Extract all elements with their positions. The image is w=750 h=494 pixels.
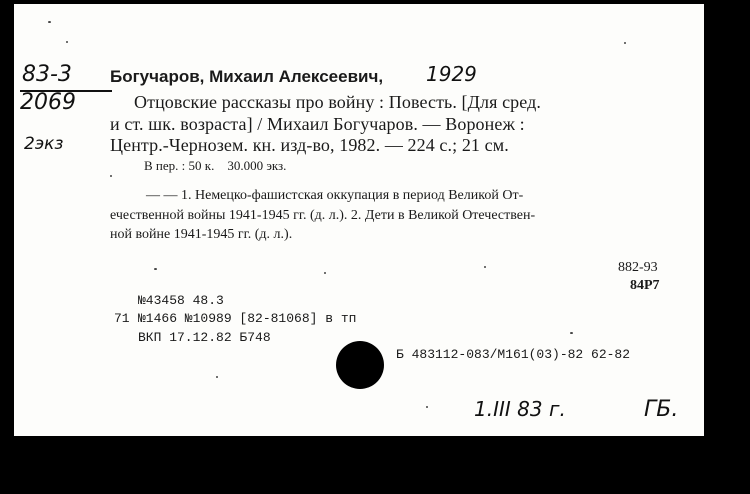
price-line: В пер. : 50 к. 30.000 экз. — [144, 158, 287, 173]
publisher-code: Б 483112-083/М161(03)-82 62-82 — [396, 347, 631, 362]
birth-year-handwritten: 1929 — [426, 62, 477, 86]
scan-speck — [216, 376, 218, 378]
scan-speck — [570, 332, 573, 334]
handwritten-date: 1.III 83 г. — [474, 397, 566, 421]
scan-speck — [484, 266, 486, 268]
scan-speck — [110, 175, 112, 177]
classification-code-1: 882-93 — [618, 260, 658, 275]
shelf-mark-top: 83-3 — [22, 62, 72, 87]
technical-line-3: ВКП 17.12.82 Б748 — [138, 330, 271, 345]
scan-speck — [324, 272, 326, 274]
subjects-line-1: — — 1. Немецко-фашистская оккупация в период Великой От- — [146, 188, 524, 203]
handwritten-initials: ГБ. — [644, 397, 679, 422]
scan-speck — [66, 41, 68, 43]
author-heading: Богучаров, Михаил Алексеевич, — [110, 67, 384, 86]
description-line-3: Центр.-Чернозем. кн. изд-во, 1982. — 224 с.; 21 см. — [110, 135, 509, 155]
description-line-2: и ст. шк. возраста] / Михаил Богучаров. — Воронеж : — [110, 114, 525, 134]
punch-hole — [336, 341, 384, 389]
description-line-1: Отцовские рассказы про войну : Повесть. [Для сред. — [134, 92, 541, 112]
catalog-card — [14, 4, 704, 436]
technical-line-1: №43458 48.3 — [138, 293, 224, 308]
scan-speck — [154, 268, 157, 270]
scan-speck — [426, 406, 428, 408]
scan-speck — [624, 42, 626, 44]
technical-line-2-prefix: 71 — [114, 311, 130, 326]
copies-note: 2экз — [24, 134, 64, 154]
classification-code-2: 84Р7 — [630, 278, 660, 293]
subjects-line-2: ечественной войны 1941-1945 гг. (д. л.). 2. Дети в Великой Отечествен- — [110, 208, 536, 223]
technical-line-2: №1466 №10989 [82-81068] в тп — [138, 311, 357, 326]
scan-speck — [48, 21, 51, 23]
shelf-mark-bottom: 2069 — [20, 90, 76, 115]
subjects-line-3: ной войне 1941-1945 гг. (д. л.). — [110, 227, 293, 242]
